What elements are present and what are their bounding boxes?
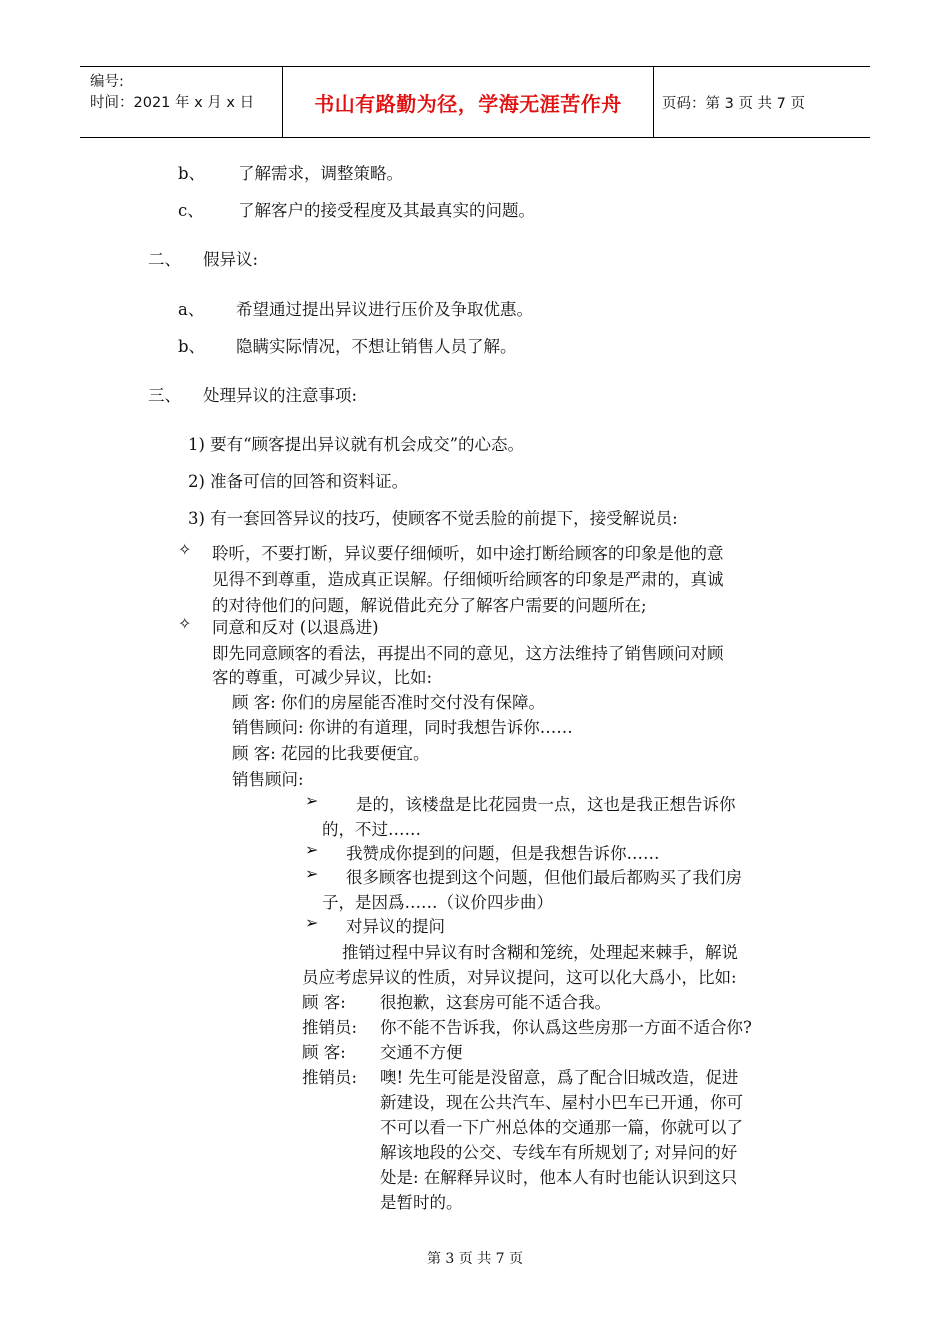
arrow-bullet-icon: ➢	[305, 864, 319, 883]
arrow-item-line: 的，不过……	[322, 820, 421, 839]
dialogue-text: 是暂时的。	[380, 1193, 463, 1212]
list-item: 隐瞒实际情况，不想让销售人员了解。	[236, 337, 517, 356]
numbered-item: 3) 有一套回答异议的技巧，使顾客不觉丢脸的前提下，接受解说员:	[188, 509, 678, 528]
arrow-item-line: 子，是因爲……（议价四步曲）	[322, 893, 553, 912]
numbered-item: 1) 要有“顾客提出异议就有机会成交”的心态。	[188, 435, 525, 454]
document-date-label: 时间：2021 年 x 月 x 日	[90, 95, 255, 111]
document-number-label: 编号:	[90, 74, 124, 90]
section-heading: 假异议:	[203, 250, 259, 269]
page-footer: 第 3 页 共 7 页	[426, 1251, 524, 1267]
list-marker: b、	[178, 164, 206, 183]
dialogue-text: 不可以看一下广州总体的交通那一篇，你就可以了	[380, 1118, 743, 1137]
dialogue-text: 处是: 在解释异议时，他本人有时也能认识到这只	[380, 1168, 738, 1187]
dialogue-text: 解该地段的公交、专线车有所规划了; 对异问的好	[380, 1143, 738, 1162]
paragraph-line: 聆听，不要打断，异议要仔细倾听，如中途打断给顾客的印象是他的意	[212, 544, 724, 563]
dialogue-line: 销售顾问:	[232, 770, 304, 789]
dialogue-text: 很抱歉，这套房可能不适合我。	[380, 993, 611, 1012]
paragraph-line: 客的尊重，可减少异议，比如:	[212, 668, 433, 687]
dialogue-line: 顾 客: 你们的房屋能否准时交付没有保障。	[232, 693, 546, 712]
arrow-item-line: 我赞成你提到的问题，但是我想告诉你……	[346, 844, 660, 863]
paragraph-line: 员应考虑异议的性质，对异议提问，这可以化大爲小，比如:	[302, 968, 737, 987]
list-marker: a、	[178, 300, 205, 319]
dialogue-speaker: 推销员:	[302, 1068, 358, 1087]
list-item: 了解客户的接受程度及其最真实的问题。	[238, 201, 535, 220]
list-item: 了解需求，调整策略。	[238, 164, 403, 183]
list-marker: b、	[178, 337, 206, 356]
section-number: 三、	[148, 386, 181, 405]
dialogue-text: 噢! 先生可能是没留意，爲了配合旧城改造，促进	[380, 1068, 739, 1087]
dialogue-text: 你不能不告诉我，你认爲这些房那一方面不适合你?	[380, 1018, 752, 1037]
list-marker: c、	[178, 201, 204, 220]
dialogue-line: 销售顾问: 你讲的有道理，同时我想告诉你……	[232, 718, 573, 737]
page-header	[80, 66, 870, 138]
paragraph-line: 的对待他们的问题，解说借此充分了解客户需要的问题所在;	[212, 596, 647, 615]
paragraph-line: 推销过程中异议有时含糊和笼统，处理起来棘手，解说	[342, 943, 738, 962]
dialogue-text: 交通不方便	[380, 1043, 463, 1062]
header-page-label: 页码：第 3 页 共 7 页	[662, 95, 805, 112]
numbered-item: 2) 准备可信的回答和资料证。	[188, 472, 409, 491]
dialogue-line: 顾 客: 花园的比我要便宜。	[232, 744, 430, 763]
dialogue-speaker: 顾 客:	[302, 993, 346, 1012]
diamond-bullet-icon: ✧	[178, 614, 192, 633]
section-number: 二、	[148, 250, 181, 269]
arrow-item-line: 对异议的提问	[346, 917, 445, 936]
paragraph-title: 同意和反对 (以退爲进)	[212, 618, 379, 637]
paragraph-line: 见得不到尊重，造成真正误解。仔细倾听给顾客的印象是严肃的，真诚	[212, 570, 724, 589]
paragraph-line: 即先同意顾客的看法，再提出不同的意见，这方法维持了销售顾问对顾	[212, 644, 724, 663]
list-item: 希望通过提出异议进行压价及争取优惠。	[236, 300, 533, 319]
arrow-bullet-icon: ➢	[305, 913, 319, 932]
dialogue-speaker: 顾 客:	[302, 1043, 346, 1062]
arrow-item-line: 是的，该楼盘是比花园贵一点，这也是我正想告诉你	[356, 795, 736, 814]
arrow-bullet-icon: ➢	[305, 840, 319, 859]
header-motto: 书山有路勤为径，学海无涯苦作舟	[282, 67, 654, 137]
header-meta	[80, 67, 282, 137]
section-heading: 处理异议的注意事项:	[203, 386, 358, 405]
dialogue-speaker: 推销员:	[302, 1018, 358, 1037]
arrow-item-line: 很多顾客也提到这个问题，但他们最后都购买了我们房	[346, 868, 742, 887]
diamond-bullet-icon: ✧	[178, 540, 192, 559]
dialogue-text: 新建设，现在公共汽车、屋村小巴车已开通，你可	[380, 1093, 743, 1112]
arrow-bullet-icon: ➢	[305, 791, 319, 810]
